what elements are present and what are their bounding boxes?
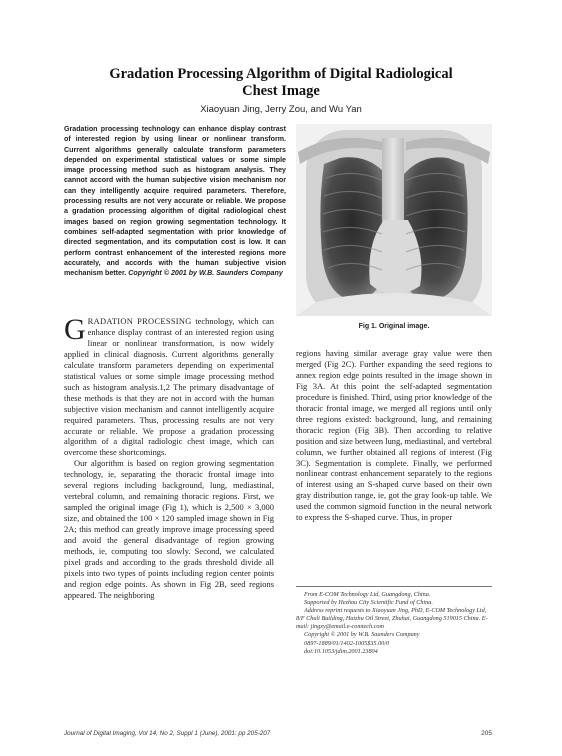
abstract-text: Gradation processing technology can enhance display contrast of interested region by using linear or nonlinear transform. Current algorithms generally calculate transform parameters depended on experimental statistical values or some simple image processing method such as histogram analysis. They cannot accord with the human subjective vision mechanism nor can they intelligently acquire required parameters. Therefore, processing results are not very accurate or reliable. We propose a gradation processing algorithm of digital radiological chest images based on region growing segmentation technology. It combines self-adapted segmentation with prior knowledge of directed segmentation, and its computation cost is low. It can perform contrast enhancement of the interested regions more accurately, and accords with the human subjective vision mechanism better.: [64, 125, 286, 278]
body-column-right: [296, 348, 492, 523]
title-line-2: Chest Image: [242, 83, 320, 99]
footnote-doi: doi:10.1053/jdim.2001.23804: [304, 647, 378, 655]
abstract-copyright: Copyright © 2001 by W.B. Saunders Company: [128, 269, 283, 278]
footnote-address: Address reprint requests to Xiaoyuan Jing, PhD, E-COM Technology Ltd, 8/F Chuli Building, Haizhu Oil Street, Zhuhai, Guangdong 519015 China. E-mail: jingxy@email.e-comtech.com: [296, 607, 488, 631]
footnote-funding: Supported by Hezhou City Scientific Fund of China.: [304, 599, 433, 607]
footnote-block: [296, 586, 492, 656]
drop-cap: G: [64, 313, 86, 346]
body-paragraph-2: Our algorithm is based on region growing segmentation technology, ie, separating the thoracic frontal image into several regions including background, lung, mediastinal, vertebral column, and remaining thoracic regions. First, we sampled the original image (Fig 1), which is 2,500 × 3,000 size, and obtained the 100 × 120 sampled image shown in Fig 2A; this method can greatly improve image processing speed and avoid the general disadvantage of region growing methods, ie, computing too slowly. Second, we calculated pixel grads and according to the grads threshold divide all pixels into two types of points including region center points and region edge points. As shown in Fig 2B, seed regions appeared. The neighboring: [64, 458, 274, 600]
body-paragraph-1: [64, 313, 274, 458]
author-list: Xiaoyuan Jing, Jerry Zou, and Wu Yan: [200, 104, 362, 115]
body-paragraph-3: regions having similar average gray value were then merged (Fig 2C). Further expanding the seed regions to annex region edge points resulted in the image shown in Fig 3A. At this point the self-adapted segmentation procedure is finished. Third, using prior knowledge of the thoracic frontal image, we merged all regions until only three regions existed: background, lung, and remaining thoracic region (Fig 3B). Then according to relative position and size between lung, mediastinal, and vertebral column, we further obtained all regions of interest (Fig 3C). Segmentation is complete. Finally, we performed nonlinear contrast enhancement separately to the regions of interest using an S-shaped curve based on their own gray distribution range, ie, got the gray look-up table. We used the common sigmoid function in the neural network to express the S-shaped curve. Thus, in proper: [296, 348, 492, 523]
lead-smallcaps: RADATION PROCESSING: [87, 316, 192, 326]
footnote-affiliation: From E-COM Technology Ltd, Guangdong, China.: [304, 591, 431, 598]
footnote-issn: 0897-1889/01/1402-1005$35.00/0: [304, 639, 390, 647]
journal-citation: Journal of Digital Imaging, Vol 14, No 2, Suppl 1 (June), 2001: pp 205-207: [64, 730, 271, 737]
page-number: 205: [481, 730, 492, 737]
footnote-rule: [296, 586, 492, 587]
footnote-copyright: Copyright © 2001 by W.B. Saunders Company: [304, 631, 420, 639]
chest-xray-image: [296, 124, 492, 316]
article-title: [60, 66, 502, 100]
abstract: [64, 124, 286, 278]
title-line-1: Gradation Processing Algorithm of Digital Radiological: [109, 66, 453, 82]
body-column-left: [64, 313, 274, 601]
paragraph-1-text: technology, which can enhance display contrast of an interested region using linear or nonlinear transformation, is now widely applied in clinical diagnosis. Current algorithms generally calculate transform parameters depending on experimental statistical values or some simple image processing method such as histogram analysis.1,2 The primary disadvantage of these methods is that they are not in accord with the human subjective vision mechanism and cannot intelligently acquire required parameters. Thus, processing results are not very accurate or reliable. We propose a gradation processing algorithm of a digital radiologic chest image, which can overcome these shortcomings.: [64, 316, 274, 458]
figure-caption: Fig 1. Original image.: [358, 323, 430, 330]
